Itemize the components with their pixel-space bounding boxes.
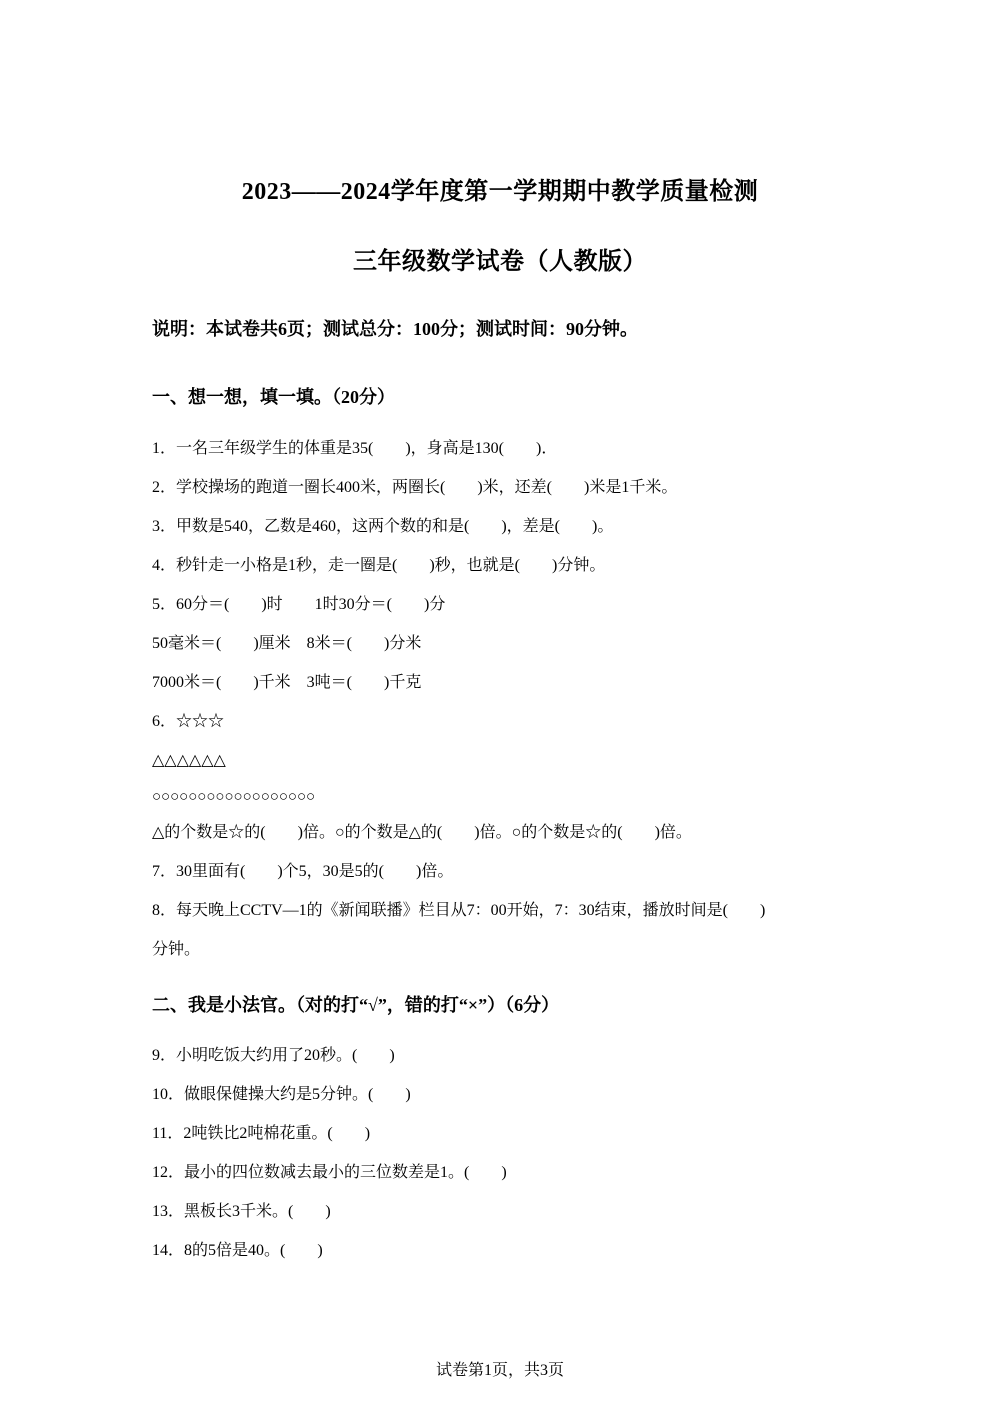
section-2-heading: 二、我是小法官。（对的打“√”，错的打“×”）（6分） bbox=[152, 995, 560, 1015]
question-1: 1．一名三年级学生的体重是35( )，身高是130( )． bbox=[152, 440, 558, 457]
question-11: 11．2吨铁比2吨棉花重。( ) bbox=[152, 1125, 371, 1142]
question-7: 7．30里面有( )个5，30是5的( )倍。 bbox=[152, 863, 454, 880]
page-footer: 试卷第1页，共3页 bbox=[435, 1362, 564, 1379]
question-9: 9．小明吃饭大约用了20秒。( ) bbox=[152, 1047, 395, 1064]
question-14: 14．8的5倍是40。( ) bbox=[152, 1242, 323, 1259]
question-8-line-2: 分钟。 bbox=[152, 941, 201, 958]
question-3: 3．甲数是540，乙数是460，这两个数的和是( )，差是( )。 bbox=[152, 518, 614, 535]
question-5-line-1: 5．60分＝( )时 1时30分＝( )分 bbox=[152, 596, 446, 613]
exam-subtitle: 三年级数学试卷（人教版） bbox=[353, 249, 647, 275]
exam-title: 2023——2024学年度第一学期期中教学质量检测 bbox=[241, 179, 759, 205]
question-4: 4．秒针走一小格是1秒，走一圈是( )秒，也就是( )分钟。 bbox=[152, 557, 606, 574]
question-10: 10．做眼保健操大约是5分钟。( ) bbox=[152, 1086, 411, 1103]
question-6-prompt: △的个数是☆的( )倍。○的个数是△的( )倍。○的个数是☆的( )倍。 bbox=[152, 824, 692, 841]
question-6-stars: 6．☆☆☆ bbox=[152, 713, 225, 730]
question-6-circles: ○○○○○○○○○○○○○○○○○○ bbox=[152, 789, 316, 805]
question-5-line-3: 7000米＝( )千米 3吨＝( )千克 bbox=[152, 674, 422, 691]
section-1-heading: 一、想一想，填一填。（20分） bbox=[152, 387, 395, 407]
question-8-line-1: 8．每天晚上CCTV—1的《新闻联播》栏目从7：00开始，7：30结束，播放时间是( ) bbox=[152, 902, 766, 919]
question-2: 2．学校操场的跑道一圈长400米，两圈长( )米，还差( )米是1千米。 bbox=[152, 479, 678, 496]
exam-instructions: 说明：本试卷共6页；测试总分：100分；测试时间：90分钟。 bbox=[152, 319, 638, 339]
question-12: 12．最小的四位数减去最小的三位数差是1。( ) bbox=[152, 1164, 507, 1181]
question-13: 13．黑板长3千米。( ) bbox=[152, 1203, 331, 1220]
question-6-triangles: △△△△△△ bbox=[152, 752, 226, 769]
question-5-line-2: 50毫米＝( )厘米 8米＝( )分米 bbox=[152, 635, 422, 652]
